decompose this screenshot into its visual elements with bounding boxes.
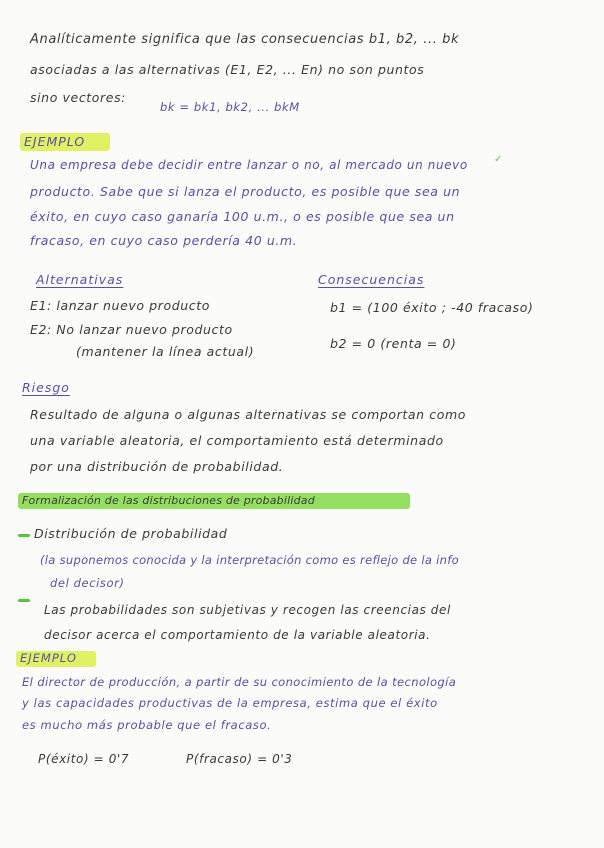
ejemplo-1-line-4: fracaso, en cuyo caso perdería 40 u.m. bbox=[30, 233, 298, 248]
ejemplo-2-label: EJEMPLO bbox=[20, 651, 77, 665]
alternativa-e2: E2: No lanzar nuevo producto bbox=[30, 322, 233, 337]
probabilidad-exito: P(éxito) = 0'7 bbox=[38, 752, 130, 766]
formalizacion-bullet-1-note: (la suponemos conocida y la interpretación como es reflejo de la info bbox=[40, 553, 459, 567]
formalizacion-bullet-2-cont: decisor acerca el comportamiento de la variable aleatoria. bbox=[44, 628, 431, 642]
ejemplo-1-label: EJEMPLO bbox=[24, 134, 86, 149]
intro-line-3: sino vectores: bbox=[30, 90, 126, 105]
formalizacion-bullet-1: Distribución de probabilidad bbox=[34, 526, 228, 541]
intro-formula: bk = bk1, bk2, ... bkM bbox=[160, 100, 300, 114]
riesgo-line-3: por una distribución de probabilidad. bbox=[30, 459, 284, 474]
alternativa-e2-note: (mantener la línea actual) bbox=[76, 344, 255, 359]
ejemplo-2-line-3: es mucho más probable que el fracaso. bbox=[22, 718, 272, 732]
formalizacion-bullet-2: Las probabilidades son subjetivas y recogen las creencias del bbox=[44, 603, 451, 617]
formalizacion-bullet-1-note-end: del decisor) bbox=[50, 576, 125, 590]
alternativas-title: Alternativas bbox=[36, 272, 124, 287]
riesgo-line-1: Resultado de alguna o algunas alternativas se comportan como bbox=[30, 407, 466, 422]
ejemplo-1-line-2: producto. Sabe que si lanza el producto, es posible que sea un bbox=[30, 184, 461, 199]
bullet-dash-icon bbox=[18, 599, 30, 602]
consecuencia-b1: b1 = (100 éxito ; -40 fracaso) bbox=[330, 300, 534, 315]
ejemplo-2-line-1: El director de producción, a partir de su conocimiento de la tecnología bbox=[22, 675, 457, 689]
bullet-dash-icon bbox=[18, 534, 30, 537]
ejemplo-1-line-1: Una empresa debe decidir entre lanzar o no, al mercado un nuevo bbox=[30, 158, 468, 172]
ejemplo-1-line-3: éxito, en cuyo caso ganaría 100 u.m., o es posible que sea un bbox=[30, 209, 455, 224]
alternativa-e1: E1: lanzar nuevo producto bbox=[30, 298, 210, 313]
intro-line-2: asociadas a las alternativas (E1, E2, ... En) no son puntos bbox=[30, 62, 425, 77]
intro-line-1: Analíticamente significa que las consecuencias b1, b2, ... bk bbox=[30, 32, 460, 47]
ejemplo-2-line-2: y las capacidades productivas de la empresa, estima que el éxito bbox=[22, 696, 438, 710]
riesgo-title: Riesgo bbox=[22, 380, 70, 395]
riesgo-line-2: una variable aleatoria, el comportamiento está determinado bbox=[30, 433, 444, 448]
formalizacion-title: Formalización de las distribuciones de probabilidad bbox=[22, 494, 315, 507]
consecuencias-title: Consecuencias bbox=[318, 272, 425, 287]
probabilidad-fracaso: P(fracaso) = 0'3 bbox=[186, 752, 293, 766]
consecuencia-b2: b2 = 0 (renta = 0) bbox=[330, 336, 457, 351]
check-mark-icon: ✓ bbox=[494, 154, 503, 165]
